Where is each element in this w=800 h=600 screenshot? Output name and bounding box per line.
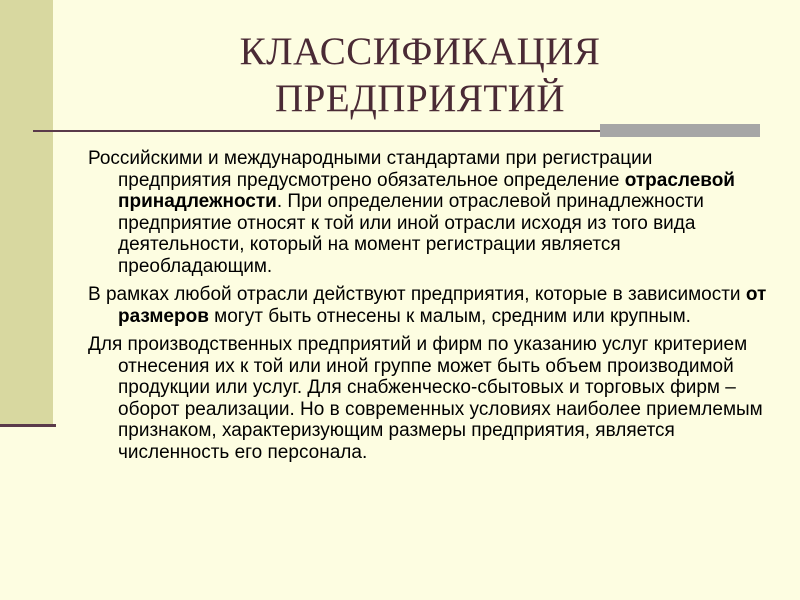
paragraph-size: [88, 284, 768, 327]
title-line-2: ПРЕДПРИЯТИЙ: [275, 77, 565, 120]
paragraph-text: В рамках любой отрасли действуют предприятия, которые в зависимости: [88, 284, 746, 305]
bold-term-size: от размеров: [118, 284, 767, 327]
paragraph-text: Для производственных предприятий и фирм по указанию услуг критерием отнесения их к той или иной группе может быть объем производимой продукции или услуг. Для снабженческо-сбытовых и торговых фирм – оборот реализации. Но в современных условиях наиболее приемлемым признаком, характеризующим размеры предприятия, является численность его персонала.: [88, 334, 763, 463]
side-decor-line: [0, 424, 56, 427]
paragraph-text: . При определении отраслевой принадлежности предприятие относят к той или иной отрасли исходя из того вида деятельности, который на момент регистрации является преобладающим.: [118, 191, 704, 277]
paragraph-industry: [88, 148, 768, 277]
bold-term-industry: отраслевой принадлежности: [118, 169, 735, 212]
slide-title: [130, 28, 710, 122]
title-line-1: КЛАССИФИКАЦИЯ: [239, 30, 601, 73]
paragraph-criteria: [88, 334, 768, 463]
title-divider-bar: [600, 124, 760, 137]
paragraph-text: Российскими и международными стандартами при регистрации предприятия предусмотрено обязательное определение: [88, 148, 653, 191]
slide-body: [88, 148, 768, 470]
side-decor-band: [0, 0, 53, 425]
paragraph-text: могут быть отнесены к малым, средним или крупным.: [208, 305, 691, 327]
